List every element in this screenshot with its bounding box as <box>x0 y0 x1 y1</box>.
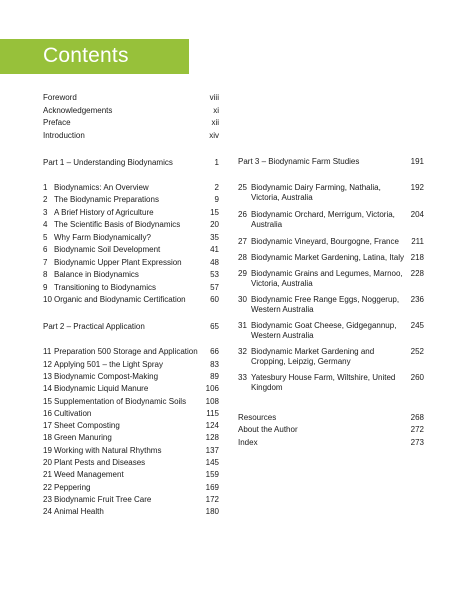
toc-entry[interactable] <box>238 373 424 399</box>
toc-entry[interactable] <box>43 360 219 372</box>
chapter-number: 1 <box>43 182 48 192</box>
entry-title: Balance in Biodynamics <box>54 270 139 280</box>
entry-page: 106 <box>205 384 219 394</box>
toc-entry[interactable] <box>238 183 424 210</box>
front-matter-list <box>43 93 219 143</box>
chapter-number: 31 <box>238 320 247 330</box>
page-title: Contents <box>43 44 129 67</box>
toc-entry[interactable] <box>43 421 219 433</box>
toc-entry[interactable] <box>43 195 219 208</box>
toc-entry[interactable] <box>238 438 424 451</box>
entry-page: 35 <box>210 232 219 242</box>
entry-title: Why Farm Biodynamically? <box>54 232 151 242</box>
chapter-number: 25 <box>238 182 247 192</box>
toc-entry[interactable] <box>43 93 219 106</box>
toc-entry[interactable] <box>43 245 219 258</box>
toc-right-column <box>238 157 424 450</box>
entry-page: xiv <box>209 130 219 140</box>
entry-page: 20 <box>210 220 219 230</box>
entry-title: The Biodynamic Preparations <box>54 195 159 205</box>
toc-entry[interactable] <box>43 208 219 221</box>
toc-entry[interactable] <box>238 237 424 253</box>
toc-left-column <box>43 93 219 520</box>
chapter-number: 11 <box>43 347 52 357</box>
entry-page: 169 <box>205 482 219 492</box>
part1-chapter-list <box>43 183 219 308</box>
entry-title: Introduction <box>43 130 85 140</box>
entry-title: Biodynamic Market Gardening and Cropping, Leipzig, Germany <box>251 346 375 366</box>
part-page: 65 <box>210 321 219 331</box>
toc-entry[interactable] <box>43 507 219 519</box>
chapter-number: 16 <box>43 408 52 418</box>
entry-page: 57 <box>210 282 219 292</box>
part-title: Part 1 – Understanding Biodynamics <box>43 158 173 168</box>
entry-page: 180 <box>205 507 219 517</box>
part-heading[interactable] <box>43 158 219 169</box>
entry-title: Index <box>238 437 258 447</box>
toc-entry[interactable] <box>238 269 424 295</box>
chapter-number: 7 <box>43 257 48 267</box>
toc-entry[interactable] <box>43 397 219 409</box>
entry-page: 60 <box>210 295 219 305</box>
entry-page: 228 <box>410 268 424 278</box>
entry-page: 15 <box>210 207 219 217</box>
entry-title: Biodynamic Grains and Legumes, Marnoo, Victoria, Australia <box>251 268 403 288</box>
part3-chapter-list <box>238 183 424 399</box>
entry-page: 268 <box>410 412 424 422</box>
entry-title: Yatesbury House Farm, Wiltshire, United Kingdom <box>251 372 396 392</box>
entry-title: Cultivation <box>54 408 92 418</box>
entry-page: 159 <box>205 470 219 480</box>
toc-entry[interactable] <box>238 321 424 347</box>
toc-entry[interactable] <box>43 409 219 421</box>
entry-page: 211 <box>411 236 424 246</box>
entry-page: 172 <box>205 494 219 504</box>
entry-title: Biodynamic Orchard, Merrigum, Victoria, Australia <box>251 209 395 229</box>
toc-entry[interactable] <box>43 283 219 296</box>
toc-entry[interactable] <box>43 384 219 396</box>
chapter-number: 23 <box>43 494 52 504</box>
toc-entry[interactable] <box>238 210 424 237</box>
entry-page: 124 <box>205 421 219 431</box>
entry-page: 2 <box>214 182 219 192</box>
chapter-number: 17 <box>43 421 52 431</box>
chapter-number: 32 <box>238 346 247 356</box>
chapter-number: 21 <box>43 470 52 480</box>
entry-page: 41 <box>210 245 219 255</box>
entry-page: 89 <box>210 371 219 381</box>
toc-entry[interactable] <box>43 446 219 458</box>
part-heading[interactable] <box>43 322 219 333</box>
entry-page: 48 <box>210 257 219 267</box>
part-title: Part 2 – Practical Application <box>43 321 145 331</box>
entry-title: Transitioning to Biodynamics <box>54 282 156 292</box>
entry-title: Biodynamic Vineyard, Bourgogne, France <box>251 236 399 246</box>
entry-page: viii <box>209 93 219 102</box>
entry-title: Resources <box>238 412 277 422</box>
entry-title: Foreword <box>43 93 77 102</box>
entry-title: Working with Natural Rhythms <box>54 445 162 455</box>
contents-banner <box>0 39 189 74</box>
chapter-number: 9 <box>43 282 48 292</box>
entry-page: xii <box>211 118 219 128</box>
entry-title: Biodynamic Upper Plant Expression <box>54 257 182 267</box>
entry-title: Supplementation of Biodynamic Soils <box>54 396 187 406</box>
toc-entry[interactable] <box>43 372 219 384</box>
entry-page: 66 <box>210 347 219 357</box>
part-page: 1 <box>214 158 219 168</box>
toc-entry[interactable] <box>238 425 424 438</box>
chapter-number: 30 <box>238 294 247 304</box>
entry-page: 115 <box>206 408 219 418</box>
entry-page: 53 <box>210 270 219 280</box>
toc-entry[interactable] <box>238 253 424 269</box>
part-page: 191 <box>410 157 424 166</box>
toc-entry[interactable] <box>43 233 219 246</box>
chapter-number: 28 <box>238 252 247 262</box>
entry-title: Applying 501 – the Light Spray <box>54 359 163 369</box>
entry-title: Biodynamic Free Range Eggs, Noggerup, Western Australia <box>251 294 400 314</box>
chapter-number: 27 <box>238 236 247 246</box>
chapter-number: 12 <box>43 359 52 369</box>
entry-page: 204 <box>410 209 424 219</box>
entry-page: 260 <box>410 372 424 382</box>
toc-entry[interactable] <box>43 220 219 233</box>
chapter-number: 10 <box>43 295 52 305</box>
chapter-number: 20 <box>43 458 52 468</box>
chapter-number: 18 <box>43 433 52 443</box>
entry-title: The Scientific Basis of Biodynamics <box>54 220 181 230</box>
chapter-number: 33 <box>238 372 247 382</box>
part-heading[interactable] <box>238 157 424 168</box>
toc-entry[interactable] <box>43 106 219 119</box>
part2-chapter-list <box>43 347 219 519</box>
toc-entry[interactable] <box>238 413 424 426</box>
entry-title: Peppering <box>54 482 91 492</box>
chapter-number: 22 <box>43 482 52 492</box>
entry-title: Biodynamic Goat Cheese, Gidgegannup, Western Australia <box>251 320 397 340</box>
chapter-number: 14 <box>43 384 52 394</box>
toc-entry[interactable] <box>43 270 219 283</box>
entry-page: 272 <box>410 425 424 435</box>
entry-title: Green Manuring <box>54 433 112 443</box>
entry-page: 273 <box>410 437 424 447</box>
entry-title: Biodynamic Fruit Tree Care <box>54 494 152 504</box>
chapter-number: 8 <box>43 270 48 280</box>
toc-entry[interactable] <box>43 131 219 144</box>
entry-title: Weed Management <box>54 470 124 480</box>
chapter-number: 3 <box>43 207 48 217</box>
toc-entry[interactable] <box>43 495 219 507</box>
entry-title: Plant Pests and Diseases <box>54 458 146 468</box>
entry-page: 192 <box>410 182 424 192</box>
entry-title: Biodynamic Liquid Manure <box>54 384 149 394</box>
entry-page: 9 <box>214 195 219 205</box>
part-title: Part 3 – Biodynamic Farm Studies <box>238 157 360 166</box>
entry-page: 218 <box>410 252 424 262</box>
toc-entry[interactable] <box>43 483 219 495</box>
toc-entry[interactable] <box>43 470 219 482</box>
entry-page: 252 <box>410 346 424 356</box>
entry-page: 128 <box>205 433 219 443</box>
chapter-number: 5 <box>43 232 48 242</box>
entry-title: Biodynamic Market Gardening, Latina, Italy <box>251 252 404 262</box>
chapter-number: 15 <box>43 396 52 406</box>
entry-page: 236 <box>410 294 424 304</box>
toc-entry[interactable] <box>43 118 219 131</box>
toc-entry[interactable] <box>43 258 219 271</box>
entry-title: About the Author <box>238 425 298 435</box>
entry-page: 108 <box>205 396 219 406</box>
entry-title: Acknowledgements <box>43 105 113 115</box>
entry-title: Animal Health <box>54 507 104 517</box>
back-matter-list <box>238 413 424 451</box>
toc-entry[interactable] <box>238 295 424 321</box>
chapter-number: 19 <box>43 445 52 455</box>
entry-page: 145 <box>205 458 219 468</box>
entry-page: 137 <box>205 445 219 455</box>
entry-title: Preparation 500 Storage and Application <box>54 347 198 357</box>
toc-entry[interactable] <box>238 347 424 373</box>
chapter-number: 29 <box>238 268 247 278</box>
entry-title: A Brief History of Agriculture <box>54 207 154 217</box>
toc-entry[interactable] <box>43 183 219 196</box>
chapter-number: 24 <box>43 507 52 517</box>
entry-title: Biodynamic Dairy Farming, Nathalia, Victoria, Australia <box>251 182 381 202</box>
chapter-number: 4 <box>43 220 48 230</box>
chapter-number: 26 <box>238 209 247 219</box>
chapter-number: 13 <box>43 371 52 381</box>
entry-title: Organic and Biodynamic Certification <box>54 295 186 305</box>
entry-title: Preface <box>43 118 71 128</box>
entry-title: Sheet Composting <box>54 421 120 431</box>
entry-page: 83 <box>210 359 219 369</box>
entry-title: Biodynamic Compost-Making <box>54 371 159 381</box>
toc-entry[interactable] <box>43 433 219 445</box>
toc-entry[interactable] <box>43 347 219 359</box>
entry-title: Biodynamic Soil Development <box>54 245 161 255</box>
chapter-number: 2 <box>43 195 48 205</box>
toc-entry[interactable] <box>43 458 219 470</box>
entry-page: 245 <box>410 320 424 330</box>
toc-entry[interactable] <box>43 295 219 308</box>
entry-title: Biodynamics: An Overview <box>54 182 149 192</box>
entry-page: xi <box>213 105 219 115</box>
chapter-number: 6 <box>43 245 48 255</box>
